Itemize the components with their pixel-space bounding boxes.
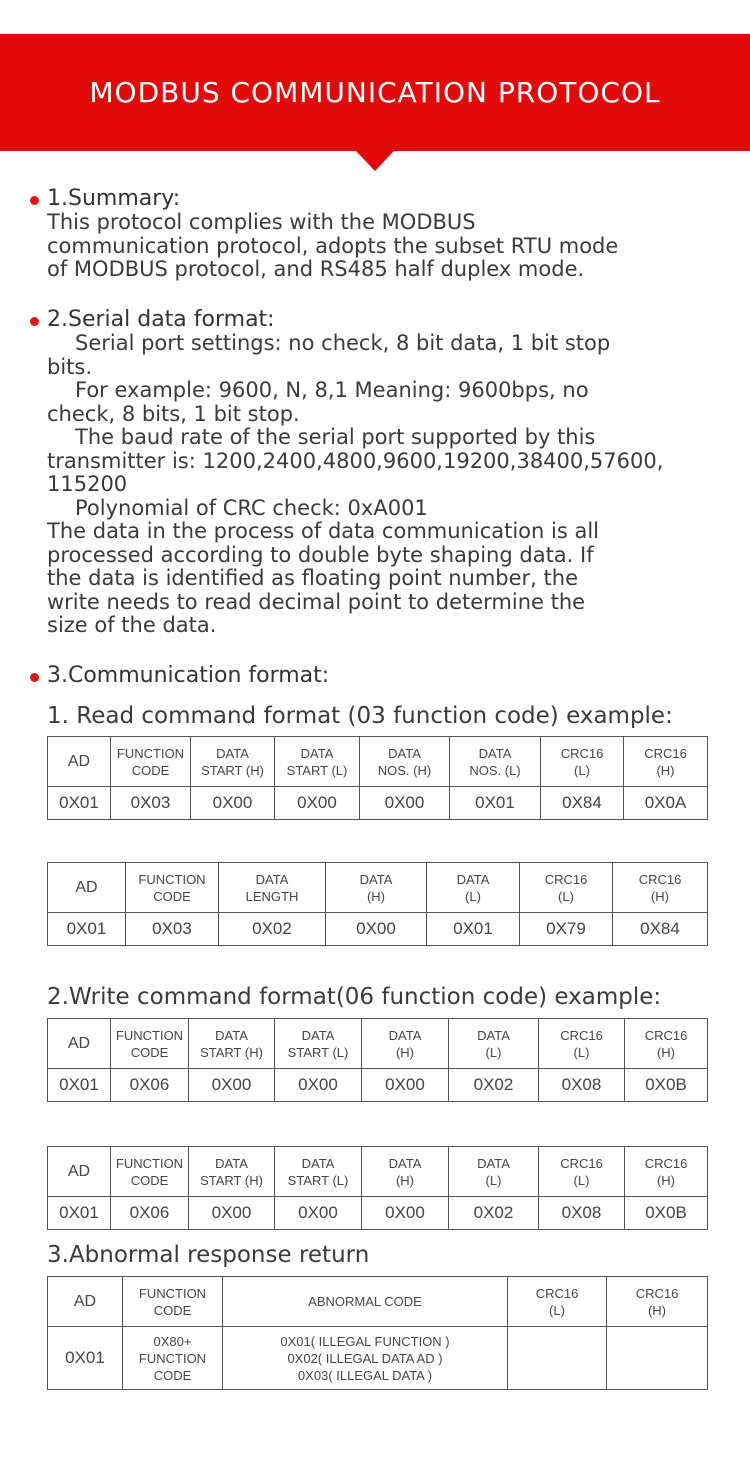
value-cell: 0X00 [275,1069,362,1102]
value-cell: 0X08 [539,1197,625,1230]
value-cell: 0X01( ILLEGAL FUNCTION ) 0X02( ILLEGAL DATA AD ) 0X03( ILLEGAL DATA ) [223,1327,508,1390]
serial-line: write needs to read decimal point to determine the [47,589,586,614]
value-cell: 0X03 [111,787,191,820]
value-cell: 0X0B [625,1197,708,1230]
value-cell: 0X02 [449,1197,539,1230]
header-cell: CRC16 (L) [508,1277,607,1327]
header-cell: CRC16 (H) [607,1277,708,1327]
value-cell: 0X03 [126,913,219,946]
header-cell: AD [48,863,126,913]
value-cell: 0X01 [48,787,111,820]
header-cell: AD [48,1277,123,1327]
page-title: MODBUS COMMUNICATION PROTOCOL [89,76,661,109]
empty-cell [607,1327,708,1390]
serial-line: size of the data. [47,613,217,637]
read-command-table [47,736,708,820]
header-cell: DATA NOS. (H) [360,737,450,787]
value-cell: 0X00 [360,787,450,820]
abnormal-response-title: 3.Abnormal response return [47,1242,370,1268]
value-cell: 0X00 [275,1197,362,1230]
bullet-icon [30,317,39,326]
serial-line: transmitter is: 1200,2400,4800,9600,19200,38400,57600, [47,448,664,473]
value-cell: 0X79 [520,913,613,946]
header-cell: AD [48,737,111,787]
header-cell: FUNCTION CODE [111,737,191,787]
value-cell: 0X01 [48,913,126,946]
header-cell: AD [48,1147,111,1197]
abnormal-response-table [47,1276,708,1390]
header-cell: CRC16 (H) [624,737,708,787]
header-cell: DATA START (L) [275,1019,362,1069]
read-command-title: 1. Read command format (03 function code) example: [47,703,673,729]
header-cell: CRC16 (H) [625,1147,708,1197]
read-response-table [47,862,708,946]
header-cell: DATA (L) [427,863,520,913]
summary-section [47,187,737,282]
value-cell: 0X80+ FUNCTION CODE [123,1327,223,1390]
header-cell: FUNCTION CODE [126,863,219,913]
header-cell: CRC16 (L) [539,1019,625,1069]
serial-line: Polynomial of CRC check: 0xA001 [75,495,428,520]
header-cell: CRC16 (H) [625,1019,708,1069]
value-cell: 0X00 [191,787,275,820]
serial-line: The baud rate of the serial port supported by this [75,425,596,449]
serial-heading: 2.Serial data format: [47,307,275,332]
header-cell: ABNORMAL CODE [223,1277,508,1327]
comm-heading: 3.Communication format: [47,663,330,688]
value-cell: 0X00 [275,787,360,820]
value-cell: 0X01 [48,1069,111,1102]
serial-line: 115200 [47,472,128,496]
value-cell: 0X0A [624,787,708,820]
serial-line: processed according to double byte shaping data. If [47,542,594,567]
value-cell: 0X06 [111,1069,189,1102]
value-cell: 0X00 [362,1197,449,1230]
header-cell: DATA NOS. (L) [450,737,541,787]
header-cell: DATA (L) [449,1019,539,1069]
header-cell: DATA START (H) [189,1019,275,1069]
serial-line: For example: 9600, N, 8,1 Meaning: 9600bps, no [75,378,589,402]
header-cell: FUNCTION CODE [111,1147,189,1197]
value-cell: 0X00 [326,913,427,946]
value-cell: 0X00 [189,1197,275,1230]
bullet-icon [30,196,39,205]
value-cell: 0X84 [541,787,624,820]
value-cell: 0X01 [48,1197,111,1230]
header-cell: CRC16 (H) [613,863,708,913]
header-cell: CRC16 (L) [520,863,613,913]
value-cell: 0X00 [362,1069,449,1102]
header-cell: CRC16 (L) [541,737,624,787]
summary-line: This protocol complies with the MODBUS [47,210,476,234]
value-cell: 0X06 [111,1197,189,1230]
header-cell: DATA START (H) [191,737,275,787]
write-response-table [47,1146,708,1230]
header-cell: DATA START (L) [275,1147,362,1197]
summary-line: of MODBUS protocol, and RS485 half duplex mode. [47,257,585,281]
header-cell: DATA (L) [449,1147,539,1197]
serial-line: The data in the process of data communication is all [47,519,599,543]
header-cell: DATA START (L) [275,737,360,787]
value-cell: 0X00 [189,1069,275,1102]
header-cell: CRC16 (L) [539,1147,625,1197]
serial-section [47,308,737,638]
header-cell: FUNCTION CODE [123,1277,223,1327]
serial-line: bits. [47,354,93,379]
value-cell: 0X01 [427,913,520,946]
value-cell: 0X01 [450,787,541,820]
serial-line: check, 8 bits, 1 bit stop. [47,401,300,426]
header-cell: DATA (H) [362,1019,449,1069]
write-command-table [47,1018,708,1102]
header-cell: DATA (H) [326,863,427,913]
value-cell: 0X0B [625,1069,708,1102]
summary-heading: 1.Summary: [47,186,181,211]
header-cell: FUNCTION CODE [111,1019,189,1069]
value-cell: 0X02 [219,913,326,946]
summary-line: communication protocol, adopts the subset RTU mode [47,233,619,258]
header-cell: AD [48,1019,111,1069]
value-cell: 0X01 [48,1327,123,1390]
header-cell: DATA LENGTH [219,863,326,913]
value-cell: 0X08 [539,1069,625,1102]
header-banner [0,34,750,151]
serial-line: Serial port settings: no check, 8 bit data, 1 bit stop [75,331,611,355]
header-cell: DATA START (H) [189,1147,275,1197]
serial-line: the data is identified as floating point number, the [47,566,578,590]
write-command-title: 2.Write command format(06 function code) example: [47,984,662,1010]
comm-section [47,664,737,688]
banner-pointer [356,151,394,171]
header-cell: DATA (H) [362,1147,449,1197]
value-cell: 0X84 [613,913,708,946]
value-cell: 0X02 [449,1069,539,1102]
empty-cell [508,1327,607,1390]
bullet-icon [30,673,39,682]
